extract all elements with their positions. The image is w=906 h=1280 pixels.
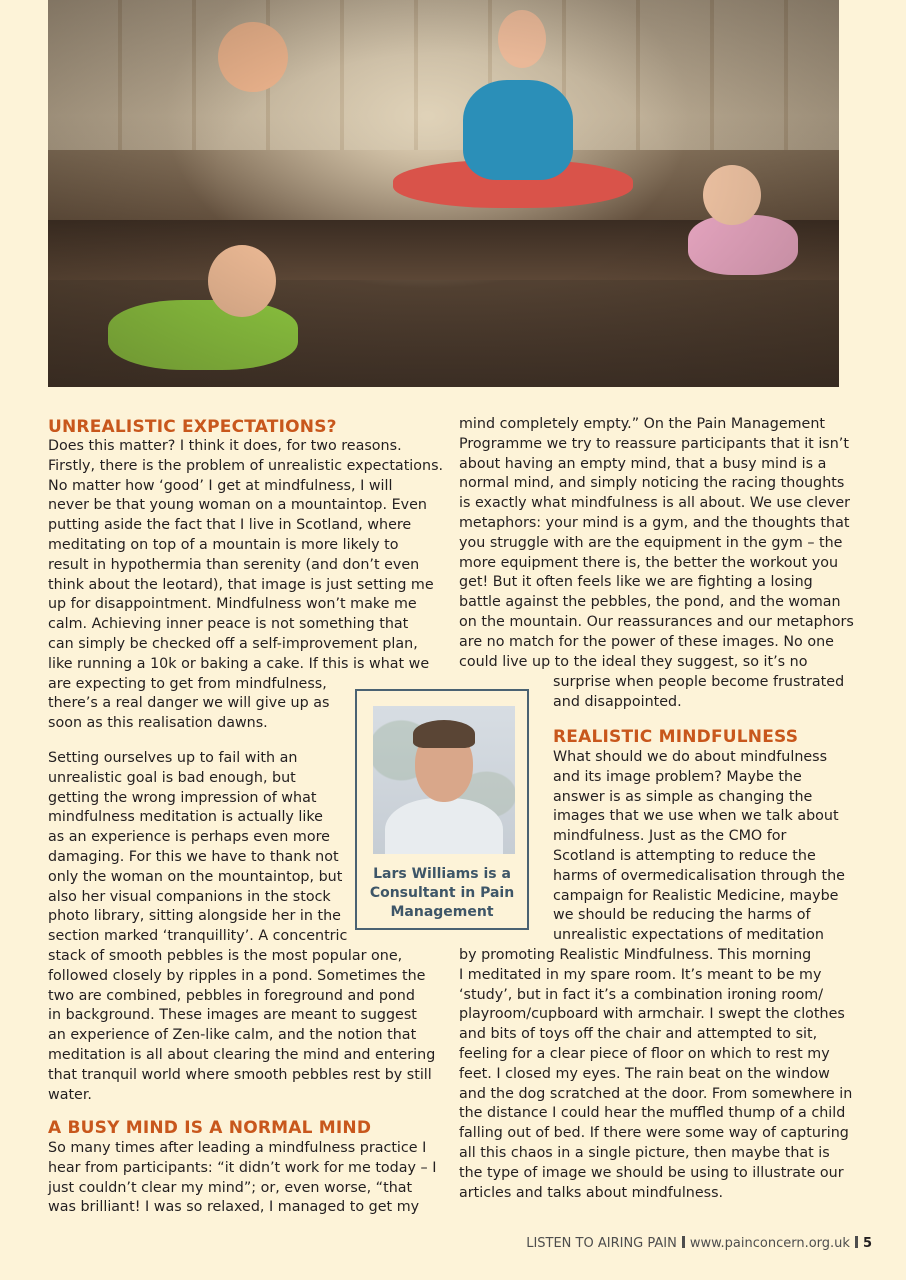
- text-line: we should be reducing the harms of: [553, 907, 811, 924]
- text-line: all this chaos in a single picture, then maybe that is: [459, 1144, 830, 1161]
- text-line: meditation is all about clearing the mind and entering: [48, 1046, 436, 1063]
- col1-paragraph-3: [48, 1139, 436, 1218]
- text-line: mindfulness meditation is actually like: [48, 809, 323, 826]
- text-line: never be that young woman on a mountaintop. Even: [48, 497, 427, 514]
- text-line: unrealistic goal is bad enough, but: [48, 769, 296, 786]
- text-line: battle against the pebbles, the pond, and the woman: [459, 594, 841, 611]
- text-line: calm. Achieving inner peace is not something that: [48, 616, 409, 633]
- text-line: that tranquil world where smooth pebbles rest by still: [48, 1066, 432, 1083]
- text-line: Management: [390, 904, 494, 920]
- text-line: ‘study’, but in fact it’s a combination ironing room/: [459, 986, 824, 1003]
- text-line: and the dog scratched at the door. From somewhere in: [459, 1085, 853, 1102]
- text-line: getting the wrong impression of what: [48, 789, 317, 806]
- page-footer: [526, 1236, 872, 1252]
- text-line: I meditated in my spare room. It’s meant to be my: [459, 966, 822, 983]
- text-line: No matter how ‘good’ I get at mindfulness, I will: [48, 477, 393, 494]
- heading-realistic-mindfulness: REALISTIC MINDFULNESS: [553, 727, 799, 747]
- text-line: campaign for Realistic Medicine, maybe: [553, 887, 839, 904]
- text-line: normal mind, and simply noticing the racing thoughts: [459, 475, 845, 492]
- text-line: in background. These images are meant to suggest: [48, 1007, 417, 1024]
- col2-paragraph-1: [459, 415, 854, 672]
- text-line: could live up to the ideal they suggest, so it’s no: [459, 653, 808, 670]
- text-line: get! But it often feels like we are fighting a losing: [459, 574, 813, 591]
- text-line: Firstly, there is the problem of unrealistic expectations.: [48, 457, 444, 474]
- text-line: an experience of Zen-like calm, and the notion that: [48, 1027, 417, 1044]
- text-line: just couldn’t clear my mind”; or, even worse, “that: [48, 1179, 413, 1196]
- author-caption: [363, 865, 521, 922]
- text-line: section marked ‘tranquillity’. A concentric: [48, 928, 348, 945]
- text-line: putting aside the fact that I live in Scotland, where: [48, 517, 412, 534]
- text-line: was brilliant! I was so relaxed, I managed to get my: [48, 1199, 420, 1216]
- text-line: two are combined, pebbles in foreground and pond: [48, 987, 415, 1004]
- text-line: answer is as simple as changing the: [553, 788, 813, 805]
- author-photo: [373, 706, 515, 854]
- text-line: the type of image we should be using to illustrate our: [459, 1164, 844, 1181]
- text-line: mindfulness. Just as the CMO for: [553, 828, 787, 845]
- text-line: followed closely by ripples in a pond. Sometimes the: [48, 967, 426, 984]
- text-line: harms of overmedicalisation through the: [553, 867, 845, 884]
- text-line: as an experience is perhaps even more: [48, 829, 330, 846]
- col2-paragraph-2-tail: [459, 946, 852, 1203]
- text-line: on the mountain. Our reassurances and our metaphors: [459, 613, 854, 630]
- text-line: feeling for a clear piece of floor on which to rest my: [459, 1045, 830, 1062]
- text-line: are no match for the power of these images. No one: [459, 633, 834, 650]
- text-line: playroom/cupboard with armchair. I swept the clothes: [459, 1006, 845, 1023]
- text-line: and its image problem? Maybe the: [553, 768, 802, 785]
- text-line: metaphors: your mind is a gym, and the thoughts that: [459, 514, 850, 531]
- text-line: Does this matter? I think it does, for two reasons.: [48, 438, 402, 454]
- footer-label: LISTEN TO AIRING PAIN: [526, 1236, 677, 1251]
- text-line: by promoting Realistic Mindfulness. This morning: [459, 947, 812, 963]
- author-photo-hair: [413, 720, 475, 748]
- photo-vignette: [48, 0, 839, 387]
- page-number: 5: [862, 1236, 872, 1251]
- col2-paragraph-2: [553, 748, 845, 946]
- text-line: mind completely empty.” On the Pain Management: [459, 416, 826, 432]
- text-line: is exactly what mindfulness is all about. We use clever: [459, 495, 851, 512]
- text-line: So many times after leading a mindfulness practice I: [48, 1140, 427, 1156]
- text-line: you struggle with are the equipment in the gym – the: [459, 534, 843, 551]
- col2-paragraph-1-tail: [553, 673, 844, 713]
- text-line: also her visual companions in the stock: [48, 888, 331, 905]
- text-line: result in hypothermia than serenity (and don’t even: [48, 556, 420, 573]
- text-line: articles and talks about mindfulness.: [459, 1184, 724, 1201]
- text-line: Programme we try to reassure participants that it isn’t: [459, 435, 849, 452]
- text-line: unrealistic expectations of meditation: [553, 927, 824, 944]
- text-line: surprise when people become frustrated: [553, 674, 845, 690]
- text-line: hear from participants: “it didn’t work for me today – I: [48, 1159, 437, 1176]
- text-line: can simply be checked off a self-improvement plan,: [48, 635, 418, 652]
- author-profile-box: [355, 689, 529, 930]
- text-line: photo library, sitting alongside her in the: [48, 908, 341, 925]
- text-line: the distance I could hear the muffled thump of a child: [459, 1105, 846, 1122]
- text-line: only the woman on the mountaintop, but: [48, 868, 343, 885]
- text-line: What should we do about mindfulness: [553, 749, 828, 765]
- text-line: think about the leotard), that image is just setting me: [48, 576, 434, 593]
- text-line: falling out of bed. If there were some way of capturing: [459, 1125, 849, 1142]
- footer-divider: [682, 1236, 685, 1248]
- text-line: feet. I closed my eyes. The rain beat on the window: [459, 1065, 830, 1082]
- text-line: about having an empty mind, that a busy mind is a: [459, 455, 827, 472]
- text-line: and bits of toys off the chair and attempted to sit,: [459, 1026, 818, 1043]
- text-line: up for disappointment. Mindfulness won’t make me: [48, 596, 417, 613]
- text-line: stack of smooth pebbles is the most popular one,: [48, 947, 403, 964]
- text-line: Scotland is attempting to reduce the: [553, 847, 816, 864]
- text-line: are expecting to get from mindfulness,: [48, 675, 327, 692]
- footer-url[interactable]: www.painconcern.org.uk: [689, 1236, 850, 1251]
- text-line: meditating on top of a mountain is more likely to: [48, 536, 399, 553]
- text-line: images that we use when we talk about: [553, 808, 839, 825]
- text-line: there’s a real danger we will give up as: [48, 695, 330, 712]
- text-line: Lars Williams is a: [373, 866, 511, 882]
- text-line: and disappointed.: [553, 693, 682, 710]
- footer-divider: [855, 1236, 858, 1248]
- text-line: more equipment there is, the better the workout you: [459, 554, 838, 571]
- text-line: damaging. For this we have to thank not: [48, 848, 339, 865]
- text-line: soon as this realisation dawns.: [48, 715, 268, 732]
- author-photo-shirt: [385, 798, 503, 854]
- text-line: like running a 10k or baking a cake. If this is what we: [48, 655, 430, 672]
- hero-photo: [48, 0, 839, 387]
- heading-busy-mind: A BUSY MIND IS A NORMAL MIND: [48, 1118, 372, 1138]
- text-line: water.: [48, 1086, 92, 1103]
- heading-unrealistic-expectations: UNREALISTIC EXPECTATIONS?: [48, 417, 337, 437]
- text-line: Setting ourselves up to fail with an: [48, 750, 298, 766]
- text-line: Consultant in Pain: [369, 885, 515, 901]
